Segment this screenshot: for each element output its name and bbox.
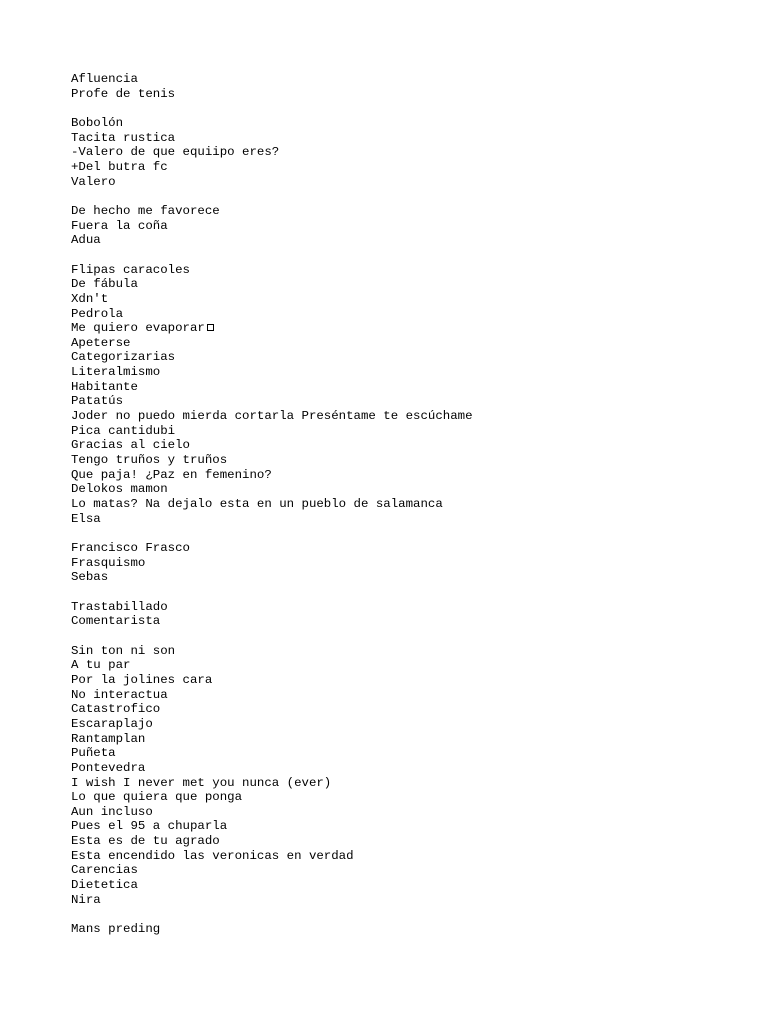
blank-line	[71, 585, 751, 600]
text-line: A tu par	[71, 658, 131, 673]
text-line: Catastrofico	[71, 702, 161, 717]
text-line: Esta es de tu agrado	[71, 834, 220, 849]
blank-line	[71, 101, 751, 116]
text-line-with-glyph	[71, 321, 751, 336]
text-line: Aun incluso	[71, 804, 153, 819]
text-line: Gracias al cielo	[71, 438, 190, 453]
text-line: Habitante	[71, 379, 138, 394]
text-line: Tacita rustica	[71, 130, 176, 145]
text-line: Flipas caracoles	[71, 262, 190, 277]
text-line: Categorizarias	[71, 350, 176, 365]
text-line: Patatús	[71, 394, 124, 409]
text-line: Tengo truños y truños	[71, 453, 228, 468]
text-line: Fuera la coña	[71, 218, 168, 233]
text-line: Que paja! ¿Paz en femenino?	[71, 467, 272, 482]
blank-line	[71, 189, 751, 204]
text-line: I wish I never met you nunca (ever)	[71, 775, 332, 790]
text-line: Valero	[71, 174, 116, 189]
text-line: Por la jolines cara	[71, 672, 213, 687]
text-line: Literalmismo	[71, 365, 161, 380]
text-line: Carencias	[71, 863, 138, 878]
blank-line	[71, 248, 751, 263]
text-line: Lo matas? Na dejalo esta en un pueblo de salamanca	[71, 497, 443, 512]
text-line: Afluencia	[71, 72, 138, 86]
text-line: Escaraplajo	[71, 716, 153, 731]
text-line: Delokos mamon	[71, 482, 168, 497]
text-line: Sin ton ni son	[71, 643, 176, 658]
blank-line	[71, 526, 751, 541]
text-line: De fábula	[71, 277, 138, 292]
missing-glyph-icon	[207, 324, 214, 331]
text-line: Rantamplan	[71, 731, 146, 746]
text-line: Frasquismo	[71, 555, 146, 570]
text-line: Pontevedra	[71, 760, 146, 775]
text-line: Lo que quiera que ponga	[71, 790, 243, 805]
text-line: De hecho me favorece	[71, 203, 220, 218]
text-line: +Del butra fc	[71, 159, 168, 174]
text-line: Comentarista	[71, 614, 161, 629]
text-line: Dietetica	[71, 878, 138, 893]
text-line: Sebas	[71, 570, 109, 585]
blank-line	[71, 907, 751, 922]
text-line: Pues el 95 a chuparla	[71, 819, 228, 834]
blank-line	[71, 629, 751, 644]
text-line: -Valero de que equiipo eres?	[71, 145, 280, 160]
text-line: Esta encendido las veronicas en verdad	[71, 848, 354, 863]
text-line: Pedrola	[71, 306, 124, 321]
text-line: Xdn't	[71, 291, 109, 306]
document-page	[71, 72, 751, 937]
text-line: Bobolón	[71, 115, 124, 130]
text-line: Pica cantidubi	[71, 423, 176, 438]
text-line: Puñeta	[71, 746, 116, 761]
text-line: Adua	[71, 233, 101, 248]
text-line: Profe de tenis	[71, 86, 176, 101]
text-line: Trastabillado	[71, 599, 168, 614]
text-line: Joder no puedo mierda cortarla Preséntame te escúchame	[71, 409, 473, 424]
text-line: Nira	[71, 892, 101, 907]
text-line: Francisco Frasco	[71, 541, 190, 555]
text-line: Mans preding	[71, 922, 161, 937]
text-line: Elsa	[71, 511, 101, 526]
text-line: Me quiero evaporar	[71, 321, 205, 336]
text-line: Apeterse	[71, 335, 131, 350]
text-line: No interactua	[71, 687, 168, 702]
